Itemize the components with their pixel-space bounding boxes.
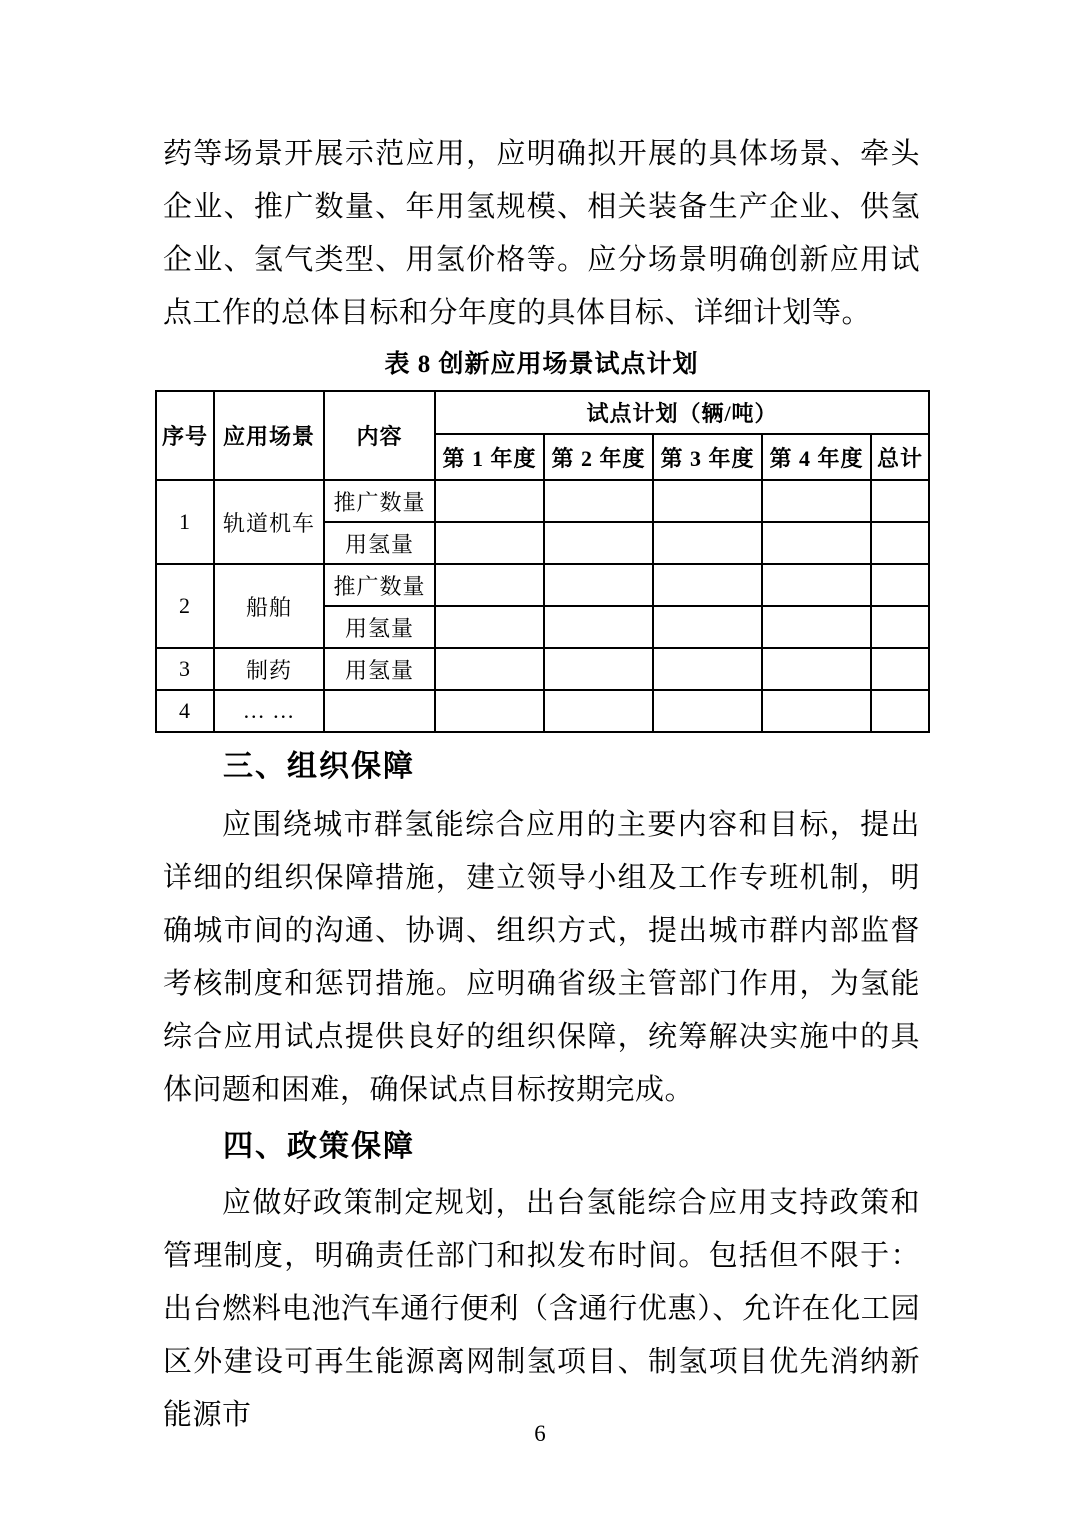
plan-cell [762, 480, 871, 522]
col-header-content: 内容 [324, 391, 435, 480]
col-header-total: 总计 [871, 434, 929, 480]
col-header-year-1: 第 1 年度 [435, 434, 544, 480]
plan-cell [871, 648, 929, 690]
plan-cell [762, 648, 871, 690]
plan-cell [653, 480, 762, 522]
table-header-row-1 [156, 391, 929, 434]
plan-cell [435, 564, 544, 606]
table-row [156, 480, 929, 522]
table-title: 表 8 创新应用场景试点计划 [384, 351, 699, 378]
cell-content: 用氢量 [324, 522, 435, 564]
cell-scene: 船舶 [214, 564, 324, 648]
plan-cell [762, 522, 871, 564]
plan-cell [653, 564, 762, 606]
plan-cell [653, 648, 762, 690]
section-heading-policy: 四、政策保障 [223, 1130, 415, 1163]
col-header-scene: 应用场景 [214, 391, 324, 480]
plan-cell [762, 690, 871, 732]
col-header-plan: 试点计划（辆/吨） [435, 391, 929, 434]
table-row [156, 690, 929, 732]
plan-cell [871, 606, 929, 648]
plan-cell [435, 690, 544, 732]
plan-cell [762, 606, 871, 648]
plan-cell [544, 648, 653, 690]
plan-cell [544, 606, 653, 648]
section-heading-organization: 三、组织保障 [223, 750, 415, 783]
plan-cell [871, 690, 929, 732]
table-row [156, 564, 929, 606]
cell-content: 用氢量 [324, 606, 435, 648]
plan-cell [653, 690, 762, 732]
plan-cell [544, 690, 653, 732]
plan-cell [762, 564, 871, 606]
plan-cell [871, 564, 929, 606]
plan-cell [544, 564, 653, 606]
plan-cell [653, 522, 762, 564]
col-header-year-4: 第 4 年度 [762, 434, 871, 480]
plan-cell [435, 648, 544, 690]
cell-scene: 轨道机车 [214, 480, 324, 564]
cell-content: 用氢量 [324, 648, 435, 690]
plan-cell [544, 480, 653, 522]
plan-cell [871, 480, 929, 522]
plan-cell [435, 522, 544, 564]
cell-content: 推广数量 [324, 480, 435, 522]
table-row [156, 648, 929, 690]
cell-seq: 1 [156, 480, 214, 564]
cell-scene: 制药 [214, 648, 324, 690]
cell-seq: 3 [156, 648, 214, 690]
pilot-plan-table [155, 390, 930, 733]
cell-seq: 2 [156, 564, 214, 648]
col-header-year-3: 第 3 年度 [653, 434, 762, 480]
cell-content: 推广数量 [324, 564, 435, 606]
plan-cell [435, 606, 544, 648]
cell-scene: … … [214, 690, 324, 732]
organization-paragraph: 应围绕城市群氢能综合应用的主要内容和目标，提出详细的组织保障措施，建立领导小组及工作专班机制，明确城市间的沟通、协调、组织方式，提出城市群内部监督考核制度和惩罚措施。应明确省级主管部门作用，为氢能综合应用试点提供良好的组织保障，统筹解决实施中的具体问题和困难，确保试点目标按期完成。 [163, 809, 920, 1106]
col-header-year-2: 第 2 年度 [544, 434, 653, 480]
plan-cell [435, 480, 544, 522]
plan-cell [653, 606, 762, 648]
intro-paragraph: 药等场景开展示范应用，应明确拟开展的具体场景、牵头企业、推广数量、年用氢规模、相关装备生产企业、供氢企业、氢气类型、用氢价格等。应分场景明确创新应用试点工作的总体目标和分年度的具体目标、详细计划等。 [163, 138, 920, 329]
col-header-seq: 序号 [156, 391, 214, 480]
cell-content [324, 690, 435, 732]
cell-seq: 4 [156, 690, 214, 732]
plan-cell [544, 522, 653, 564]
page-number: 6 [534, 1421, 546, 1446]
plan-cell [871, 522, 929, 564]
policy-paragraph: 应做好政策制定规划，出台氢能综合应用支持政策和管理制度，明确责任部门和拟发布时间。包括但不限于：出台燃料电池汽车通行便利（含通行优惠）、允许在化工园区外建设可再生能源离网制氢项目、制氢项目优先消纳新能源市 [163, 1187, 920, 1431]
